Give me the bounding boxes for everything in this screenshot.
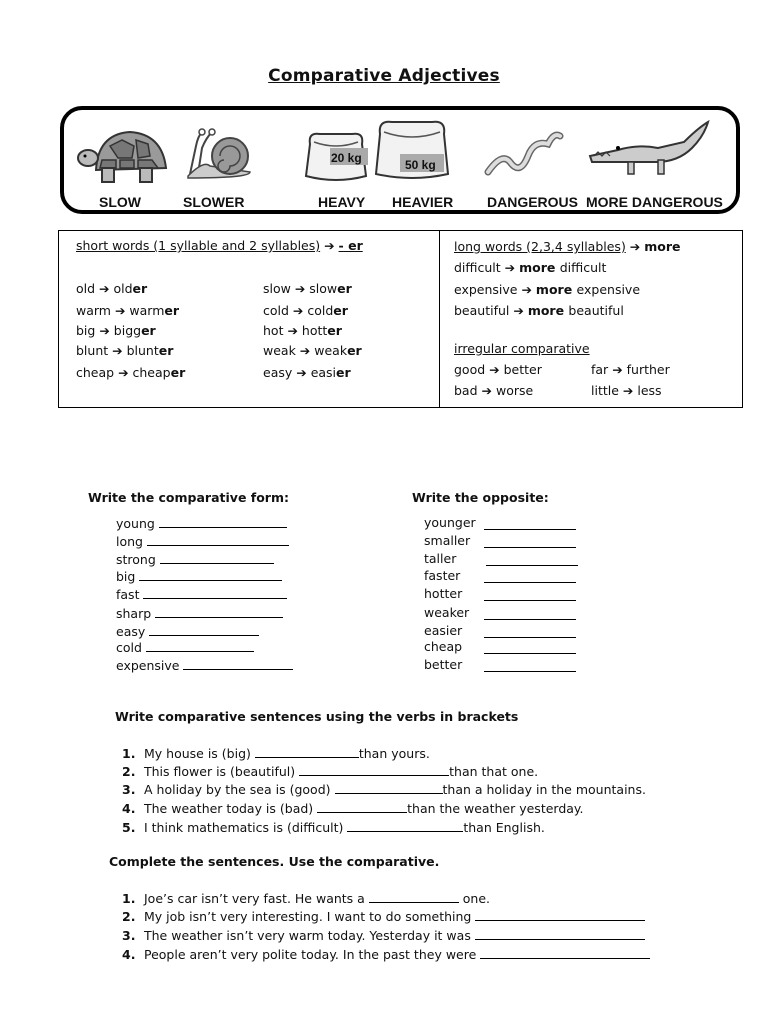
arrow-icon: ➔	[294, 281, 310, 296]
arrow-icon: ➔	[489, 362, 504, 377]
word: weaker	[424, 605, 470, 620]
suffix: er	[327, 323, 342, 338]
item-number: 4.	[122, 947, 136, 962]
long-item	[454, 303, 624, 318]
long-item	[454, 260, 606, 275]
exercise4-item	[122, 946, 650, 962]
answer-blank[interactable]	[146, 639, 254, 652]
long-word: more	[644, 239, 681, 254]
exercise3-item	[122, 800, 584, 816]
irregular-item	[591, 383, 662, 398]
item-number: 5.	[122, 820, 136, 835]
label-heavier: HEAVIER	[392, 194, 454, 210]
word: big	[116, 569, 140, 584]
exercise2-item	[424, 568, 460, 583]
short-left-item	[76, 343, 173, 358]
short-suffix: - er	[338, 238, 363, 253]
base-word: bad	[454, 383, 482, 398]
stem: hott	[301, 323, 328, 338]
answer-blank[interactable]	[484, 570, 576, 583]
answer-blank[interactable]	[143, 586, 287, 599]
sentence-end: than that one.	[449, 764, 539, 779]
more-word: more	[527, 303, 569, 318]
item-number: 1.	[122, 746, 136, 761]
exercise3-item	[122, 819, 545, 835]
label-more-dangerous: MORE DANGEROUS	[586, 194, 723, 210]
word: cold	[116, 640, 146, 655]
answer-blank[interactable]	[159, 515, 287, 528]
irregular-form: better	[503, 362, 542, 377]
stem: cold	[307, 303, 334, 318]
sentence-end: than the weather yesterday.	[407, 801, 584, 816]
item-number: 1.	[122, 891, 136, 906]
answer-blank[interactable]	[484, 588, 576, 601]
exercise1-item	[116, 551, 274, 567]
answer-blank[interactable]	[484, 659, 576, 672]
answer-blank[interactable]	[183, 657, 293, 670]
irregular-item	[591, 362, 670, 377]
exercise2-item	[424, 586, 462, 601]
short-heading-text: short words (1 syllable and 2 syllables)	[76, 238, 321, 253]
answer-blank[interactable]	[484, 535, 576, 548]
arrow-icon: ➔	[513, 303, 528, 318]
sack-large-icon	[372, 116, 452, 182]
short-right-item	[263, 365, 351, 380]
answer-blank[interactable]	[486, 553, 578, 566]
tortoise-icon	[76, 126, 172, 184]
base-word: easy	[263, 365, 297, 380]
arrow-icon: ➔	[504, 260, 520, 275]
more-word: more	[535, 282, 577, 297]
base-word: expensive	[454, 282, 522, 297]
short-right-item	[263, 281, 352, 296]
answer-blank[interactable]	[475, 908, 645, 921]
arrow-icon: ➔	[612, 362, 627, 377]
weight-label-small: 20 kg	[331, 151, 362, 165]
word: hotter	[424, 586, 463, 601]
base-word: cold	[263, 303, 293, 318]
word: easier	[424, 623, 463, 638]
sentence-end: than yours.	[358, 746, 430, 761]
sentence-start: People aren’t very polite today. In the past they were	[144, 947, 481, 962]
base-word: hot	[263, 323, 288, 338]
sentence-start: My house is (big)	[144, 746, 255, 761]
sentence-end: than a holiday in the mountains.	[442, 782, 646, 797]
base-word: beautiful	[454, 303, 514, 318]
snake-icon	[484, 122, 564, 178]
answer-blank[interactable]	[484, 517, 576, 530]
label-slow: SLOW	[99, 194, 141, 210]
suffix: er	[347, 343, 362, 358]
suffix: er	[170, 365, 186, 380]
rules-table	[58, 230, 743, 408]
base-word: old	[76, 281, 100, 296]
arrow-icon: ➔	[622, 383, 638, 398]
irregular-form: further	[626, 362, 670, 377]
answer-blank[interactable]	[149, 623, 259, 636]
page-title: Comparative Adjectives	[268, 66, 500, 86]
answer-blank[interactable]	[347, 819, 463, 832]
sentence-start: A holiday by the sea is (good)	[144, 782, 335, 797]
answer-blank[interactable]	[160, 551, 274, 564]
item-number: 2.	[122, 909, 136, 924]
base-word: blunt	[76, 343, 113, 358]
short-words-heading: short words (1 syllable and 2 syllables) ➔ - er	[76, 238, 363, 253]
answer-blank[interactable]	[369, 890, 459, 903]
short-left-item	[76, 281, 147, 296]
exercise3-item	[122, 781, 646, 797]
label-heavy: HEAVY	[318, 194, 366, 210]
arrow-icon: ➔	[481, 383, 496, 398]
rules-divider	[439, 231, 440, 408]
short-left-item	[76, 365, 185, 380]
sentence-start: The weather today is (bad)	[144, 801, 318, 816]
irregular-form: less	[637, 383, 662, 398]
answer-blank[interactable]	[335, 781, 443, 794]
sentence-start: My job isn’t very interesting. I want to do something	[144, 909, 476, 924]
arrow-icon: ➔	[292, 303, 308, 318]
word: faster	[424, 568, 461, 583]
exercise2-heading: Write the opposite:	[412, 490, 549, 505]
arrow-icon: ➔	[521, 282, 536, 297]
word: fast	[116, 587, 144, 602]
answer-blank[interactable]	[155, 605, 283, 618]
more-word: more	[519, 260, 560, 275]
weight-label-large: 50 kg	[405, 158, 436, 172]
long-heading-text: long words (2,3,4 syllables)	[454, 239, 626, 254]
suffix: er	[337, 281, 352, 296]
sentence-start: Joe’s car isn’t very fast. He wants a	[144, 891, 369, 906]
sentence-start: This flower is (beautiful)	[144, 764, 300, 779]
base-word: good	[454, 362, 490, 377]
suffix: er	[141, 323, 156, 338]
base-word: difficult	[454, 260, 505, 275]
stem: blunt	[126, 343, 159, 358]
exercise2-item	[424, 639, 462, 654]
short-left-item	[76, 303, 179, 318]
exercise2-item	[424, 533, 470, 548]
stem: slow	[309, 281, 338, 296]
word: sharp	[116, 606, 156, 621]
base-word: weak	[263, 343, 300, 358]
exercise2-item	[424, 605, 469, 620]
arrow-icon: ➔	[112, 343, 127, 358]
arrow-icon: ➔	[99, 281, 114, 296]
exercise1-item	[116, 586, 287, 602]
snail-icon	[184, 126, 254, 180]
suffix: er	[336, 365, 351, 380]
exercise4-item	[122, 890, 490, 906]
adjective: difficult	[559, 260, 607, 275]
answer-blank[interactable]	[139, 568, 282, 581]
item-number: 3.	[122, 928, 136, 943]
answer-blank[interactable]	[484, 607, 576, 620]
short-right-item	[263, 343, 362, 358]
arrow-icon: ➔	[118, 365, 133, 380]
word: better	[424, 657, 463, 672]
exercise1-item	[116, 639, 254, 655]
exercise2-item	[424, 623, 462, 638]
exercise1-item	[116, 605, 283, 621]
long-item	[454, 282, 640, 297]
answer-blank[interactable]	[484, 641, 576, 654]
suffix: er	[333, 303, 348, 318]
exercise2-item	[424, 657, 462, 672]
answer-blank[interactable]	[317, 800, 407, 813]
stem: easi	[310, 365, 337, 380]
base-word: warm	[76, 303, 115, 318]
arrow-icon: ➔	[99, 323, 114, 338]
answer-blank[interactable]	[147, 533, 289, 546]
answer-blank[interactable]	[484, 625, 576, 638]
word: easy	[116, 624, 150, 639]
adjective: expensive	[576, 282, 641, 297]
exercise1-item	[116, 657, 293, 673]
arrow-icon: ➔	[287, 323, 302, 338]
arrow-icon: ➔	[299, 343, 315, 358]
exercise3-item	[122, 745, 430, 761]
exercise4-item	[122, 927, 645, 943]
irregular-heading: irregular comparative	[454, 341, 590, 356]
irregular-item	[454, 362, 542, 377]
short-left-item	[76, 323, 156, 338]
item-number: 3.	[122, 782, 136, 797]
crocodile-icon	[588, 118, 712, 180]
exercise2-item	[424, 551, 456, 566]
label-slower: SLOWER	[183, 194, 245, 210]
answer-blank[interactable]	[475, 927, 645, 940]
stem: cheap	[132, 365, 171, 380]
long-words-heading: long words (2,3,4 syllables) ➔ more	[454, 239, 681, 254]
answer-blank[interactable]	[299, 763, 449, 776]
stem: bigg	[113, 323, 142, 338]
arrow-icon: ➔	[114, 303, 130, 318]
adjective: beautiful	[568, 303, 624, 318]
stem: old	[113, 281, 133, 296]
exercise3-item	[122, 763, 538, 779]
word: strong	[116, 552, 160, 567]
sentence-end: than English.	[463, 820, 545, 835]
sentence-end: one.	[458, 891, 491, 906]
exercise1-item	[116, 568, 282, 584]
stem: weak	[314, 343, 348, 358]
sentence-start: I think mathematics is (difficult)	[144, 820, 348, 835]
arrow-icon: ➔	[296, 365, 311, 380]
suffix: er	[158, 343, 174, 358]
exercise1-item	[116, 515, 287, 531]
short-right-item	[263, 303, 348, 318]
item-number: 2.	[122, 764, 136, 779]
word: cheap	[424, 639, 463, 654]
sentence-start: The weather isn’t very warm today. Yesterday it was	[144, 928, 475, 943]
word: younger	[424, 515, 476, 530]
item-number: 4.	[122, 801, 136, 816]
word: long	[116, 534, 147, 549]
irregular-form: worse	[495, 383, 534, 398]
base-word: slow	[263, 281, 295, 296]
short-right-item	[263, 323, 342, 338]
word: taller	[424, 551, 457, 566]
exercise4-item	[122, 908, 645, 924]
exercise2-item	[424, 515, 476, 530]
suffix: er	[132, 281, 148, 296]
answer-blank[interactable]	[255, 745, 359, 758]
base-word: little	[591, 383, 623, 398]
exercise1-item	[116, 533, 289, 549]
exercise4-heading: Complete the sentences. Use the comparative.	[109, 854, 440, 869]
irregular-item	[454, 383, 533, 398]
label-dangerous: DANGEROUS	[487, 194, 579, 210]
exercise3-heading: Write comparative sentences using the verbs in brackets	[115, 709, 519, 724]
exercise1-item	[116, 623, 259, 639]
base-word: far	[591, 362, 613, 377]
exercise1-heading: Write the comparative form:	[88, 490, 289, 505]
base-word: cheap	[76, 365, 119, 380]
base-word: big	[76, 323, 100, 338]
suffix: er	[164, 303, 180, 318]
word: young	[116, 516, 159, 531]
stem: warm	[129, 303, 165, 318]
word: smaller	[424, 533, 471, 548]
answer-blank[interactable]	[480, 946, 650, 959]
word: expensive	[116, 658, 184, 673]
